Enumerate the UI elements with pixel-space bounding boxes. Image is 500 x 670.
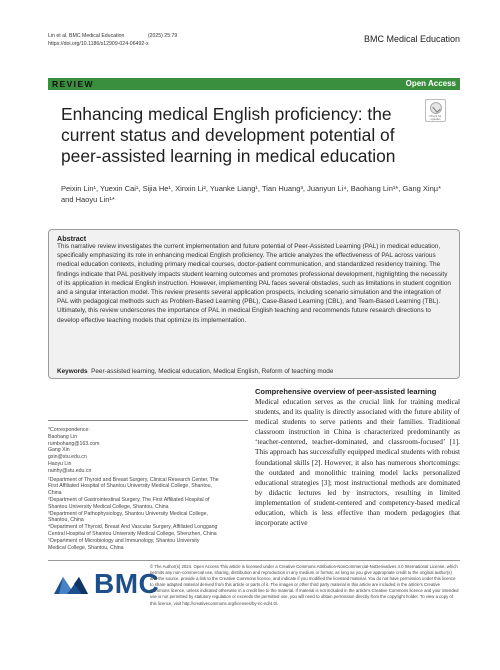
citation-journal: Lin et al. BMC Medical Education: [48, 33, 125, 39]
correspondence-block: [48, 420, 248, 551]
abstract-heading: Abstract: [57, 234, 87, 243]
correspondence-line: Shantou University Medical College, Shantou, China: [48, 503, 169, 510]
divider: [48, 420, 248, 421]
correspondence-line: Haoyu Lin: [48, 460, 72, 467]
check-for-updates-button[interactable]: [425, 99, 446, 122]
correspondence-line: Baohang Lin: [48, 433, 78, 440]
correspondence-line[interactable]: rumbohang@163.com: [48, 440, 100, 447]
correspondence-line: First Affiliated Hospital of Shantou University Medical College, Shantou,: [48, 483, 212, 490]
correspondence-line[interactable]: rainhy@stu.edu.cn: [48, 467, 92, 474]
doi-link[interactable]: https://doi.org/10.1186/s12909-024-06492-x: [48, 41, 149, 47]
correspondence-line: ⁴Department of Thyroid, Breast And Vascular Surgery, Affiliated Longgang: [48, 524, 218, 531]
license-footer: [48, 560, 460, 612]
article-type-label: REVIEW: [52, 79, 94, 89]
section-body: Medical education serves as the crucial link for training medical students, and its quality is directly associated with the future ability of medical students to serve patients and their families. Traditional classroom instruction in China is characterized predominantly as ‘teacher-centered, teacher-dominated, and classroom-focused’ [1]. This approach has successfully equipped medical students with robust foundational skills [2]. However, it also has numerous shortcomings: the outdated and monolithic training model lacks personalized educational strategies [3]; most instructional methods are dominated by didactic lectures led by instructors, resulting in limited implementation of student-centered and competency-based medical education, which is less effective than modern pedagogies that incorporate active: [255, 397, 460, 528]
article-title: Enhancing medical English proficiency: the current status and development potential of peer-assisted learning in medical education: [61, 104, 396, 166]
abstract-box: [48, 229, 460, 379]
author-list: Peixin Lin¹, Yuexin Cai¹, Sijia He¹, Xinxin Li², Yuanke Liang¹, Tian Huang³, Juanyun Li⁴, Baohang Lin¹*, Gang Xinµ* and Haoyu Lin¹*: [61, 184, 441, 204]
running-header: [48, 33, 460, 53]
correspondence-line: ³Department of Pathophysiology, Shantou University Medical College,: [48, 510, 208, 517]
crossmark-check-icon: [430, 102, 442, 114]
correspondence-line: ²Department of Gastrointestinal Surgery, The First Affiliated Hospital of: [48, 496, 210, 503]
license-text: © The Author(s) 2024. Open Access This article is licensed under a Creative Commons Attribution-NonCommercial-NoDerivatives 4.0 International License, which permits any non-commercial use, sharing, distribution and reproduction in any medium or format, as long as you give appropriate credit to the original author(s) and the source, provide a link to the Creative Commons licence, and indicate if you modified the licensed material. You do not have permission under this licence to share adapted material derived from this article or parts of it. The images or other third party material in this article are included in the article’s Creative Commons licence, unless indicated otherwise in a credit line to the material. If material is not included in the article’s Creative Commons licence and your intended use is not permitted by statutory regulation or exceeds the permitted use, you will need to obtain permission directly from the copyright holder. To view a copy of this licence, visit http://creativecommons.org/licenses/by-nc-nd/4.0/.: [150, 564, 459, 606]
footer-divider: [48, 560, 460, 561]
keywords: [57, 368, 333, 375]
correspondence-line: Central Hospital of Shantou University Medical College, Shenzhen, China: [48, 530, 217, 537]
bmc-logo-mark-icon: [52, 572, 90, 596]
keywords-label: Keywords: [57, 368, 88, 375]
section-heading: Comprehensive overview of peer-assisted learning: [255, 387, 437, 396]
citation: [48, 33, 177, 40]
open-access-label: Open Access: [405, 79, 456, 88]
citation-pages: (2025) 25:79: [147, 33, 178, 39]
abstract-text: This narrative review investigates the current implementation and future potential of Peer-Assisted Learning (PAL) in medical education, specifically emphasizing its role in enhancing medical English proficiency. The article analyzes the effectiveness of PAL across various medical education contexts, including primary medical courses, doctor-patient communication, and standardized residency training. The findings indicate that PAL positively impacts student learning outcomes and promotes professional development, highlighting the necessity of its application in medical English instruction. However, implementing PAL faces several obstacles, such as limitations in student cognition and a singular interaction model. This review presents several application prospects, including scenario simulation and the integration of PAL with pedagogical methods such as Problem-Based Learning (PBL), Case-Based Learning (CBL), and Team-Based Learning (TBL). Ultimately, this review underscores the importance of PAL in medical English teaching and recommends future research directions to develop effective teaching models that optimize its implementation.: [57, 243, 451, 324]
bmc-logo: [52, 568, 160, 599]
bmc-logo-text: BMC: [94, 568, 160, 599]
keywords-list: Peer-assisted learning, Medical education, Medical English, Reform of teaching mode: [91, 368, 334, 375]
correspondence-line: ⁵Department of Microbiology and Immunology, Shantou University: [48, 537, 200, 544]
correspondence-line: Medical College, Shantou, China: [48, 544, 124, 551]
article-type-banner: [48, 78, 460, 90]
correspondence-line[interactable]: gxin@stu.edu.cn: [48, 454, 87, 461]
main-section: [255, 387, 460, 528]
crossmark-label: Check for updates: [429, 114, 442, 121]
correspondence-line: ¹Department of Thyroid and Breast Surgery, Clinical Research Center, The: [48, 476, 219, 483]
correspondence-line: *Correspondence:: [48, 427, 90, 433]
journal-name: BMC Medical Education: [363, 34, 460, 44]
correspondence-line: China: [48, 490, 62, 497]
correspondence-line: Gang Xin: [48, 447, 70, 454]
correspondence-line: Shantou, China: [48, 517, 84, 524]
